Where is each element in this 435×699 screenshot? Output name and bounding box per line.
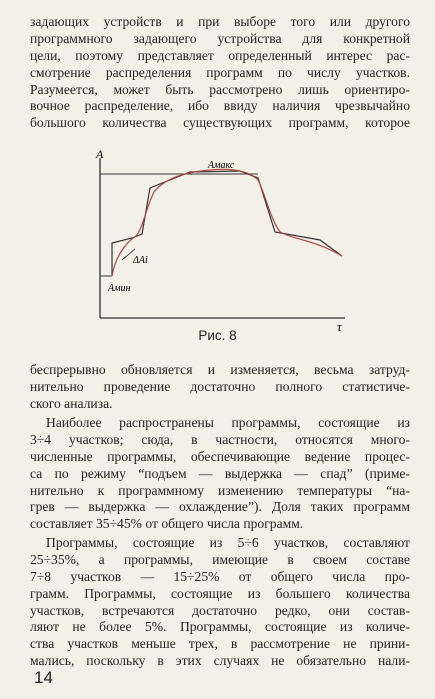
text-line: ства участков меньше трех, в рассмотрение не прини- [30,636,410,652]
text-line: ляют не более 5%. Программы, состоящие из количе- [30,619,410,635]
text-line: ского анализа. [30,395,113,411]
text-line: участков, встречаются достаточно редко, они состав- [30,602,410,618]
text-line: смотрение распределения программ по числу участков. [30,64,410,80]
text-line: 25÷35%, а программы, имеющие в своем составе [30,551,410,567]
paragraph-program-shares [30,535,410,670]
text-line: Программы, состоящие из 5÷6 участков, составляют [46,535,410,550]
min-label: Aмин [108,283,131,294]
text-line: Наиболее распространены программы, состоящие из [46,415,410,430]
text-line: численные программы, обеспечивающие ведение процес- [30,448,410,464]
text-line: составляет 35÷45% от общего числа программ. [30,516,304,532]
text-line: са по режиму “подъем — выдержка — спад” (приме- [30,465,410,481]
figure-caption: Рис. 8 [198,328,237,343]
text-line: 7÷8 участков — 15÷25% от общего числа про- [30,568,410,584]
text-line: грамм. Программы, состоящие из большего количества [30,585,410,601]
text-line: большого количества существующих программ, которое [30,115,410,131]
text-line: нительно к программному изменению температуры “на- [30,482,410,498]
text-line: мались, поскольку в этих случаях не обязательно нали- [30,653,410,669]
paragraph-continuation [30,362,410,413]
text-line: задающих устройств и при выборе того или другого [30,14,410,29]
text-line: вочное распределение, ибо ввиду наличия чрезвычайно [30,98,410,114]
x-axis-label: τ [337,319,342,334]
paragraph-intro [30,14,410,132]
text-line: беспрерывно обновляется и изменяется, весьма затруд- [30,362,410,377]
text-line: цели, поэтому представляет определенный интерес рас- [30,47,410,63]
text-line: нительно проведение достаточно полного статистиче- [30,378,410,394]
max-label: Aмакс [208,160,235,171]
text-line: Разумеется, может быть рассмотрено лишь ориентиро- [30,81,410,97]
text-line: программного задающего устройства для конкретной [30,30,410,46]
delta-label: ΔAi [133,255,148,266]
paragraph-common-programs [30,415,410,533]
text-line: 3÷4 участков; сюда, в частности, относятся много- [30,431,410,447]
program-curve-figure [80,148,360,338]
page-number: 14 [34,668,53,687]
y-axis-label: A [96,148,104,161]
text-line: грев — выдержка — охлаждение”). Доля таких программ [30,499,410,515]
